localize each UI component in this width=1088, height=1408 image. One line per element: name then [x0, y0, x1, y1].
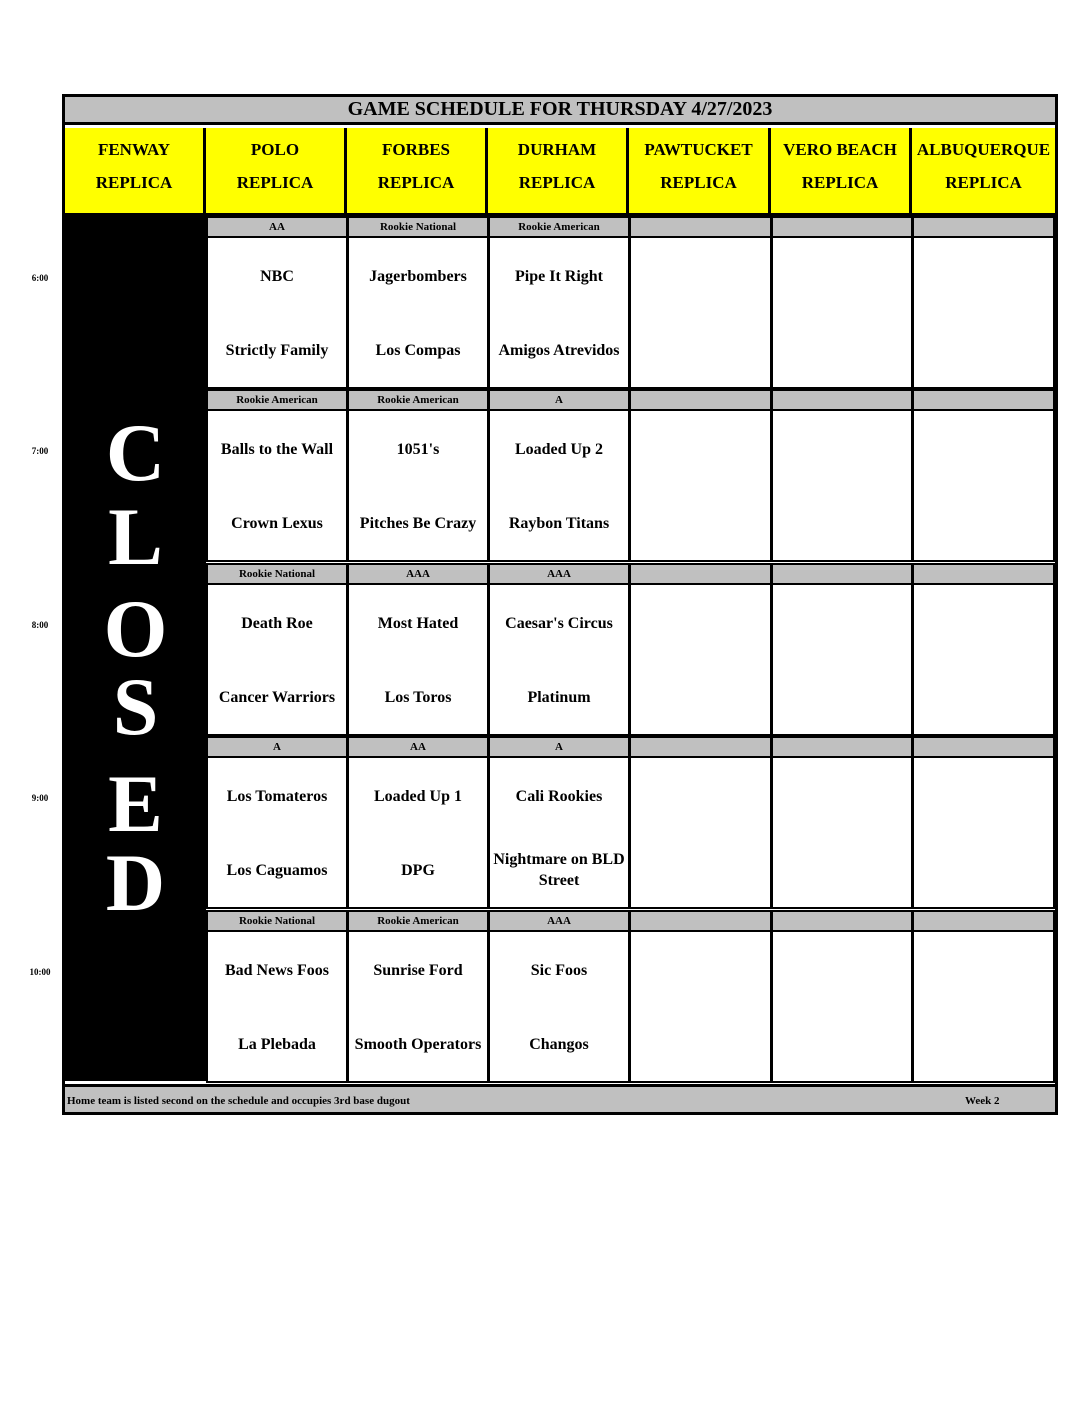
division-label: A — [488, 389, 630, 411]
empty-cell — [629, 756, 772, 909]
empty-cell — [912, 930, 1055, 1083]
division-label — [912, 910, 1055, 932]
away-team: Jagerbombers — [369, 267, 467, 285]
home-team: Pitches Be Crazy — [359, 514, 477, 532]
home-team: Strictly Family — [225, 341, 329, 359]
division-label — [912, 563, 1055, 585]
division-label — [629, 389, 772, 411]
empty-cell — [771, 236, 913, 389]
field-name: FENWAY — [97, 140, 171, 159]
division-label — [629, 563, 772, 585]
home-team: DPG — [401, 861, 435, 879]
home-team: Amigos Atrevidos — [498, 341, 620, 359]
empty-cell — [771, 930, 913, 1083]
closed-letter: E — [108, 758, 163, 849]
field-name: DURHAM — [517, 140, 597, 159]
schedule-footer — [65, 1084, 1055, 1112]
division-label — [912, 389, 1055, 411]
empty-cell — [629, 583, 772, 736]
division-label: Rookie American — [488, 216, 630, 238]
home-team: Smooth Operators — [354, 1035, 482, 1053]
division-label: AA — [206, 216, 348, 238]
home-team: Raybon Titans — [508, 514, 610, 532]
home-team: La Plebada — [238, 1035, 316, 1053]
away-team: Most Hated — [377, 614, 459, 632]
field-subtitle: REPLICA — [801, 173, 879, 192]
empty-cell — [912, 583, 1055, 736]
home-team: Crown Lexus — [231, 514, 323, 532]
away-team: Los Tomateros — [226, 787, 328, 805]
division-label — [771, 389, 913, 411]
time-label: 10:00 — [29, 967, 51, 977]
field-header — [65, 128, 206, 216]
division-label: Rookie National — [206, 910, 348, 932]
away-team: Cali Rookies — [515, 787, 603, 805]
closed-letter: C — [105, 407, 166, 498]
division-label: AAA — [488, 910, 630, 932]
home-team: Platinum — [527, 688, 591, 706]
field-subtitle: REPLICA — [95, 173, 173, 192]
division-label: Rookie American — [206, 389, 348, 411]
schedule-title: GAME SCHEDULE FOR THURSDAY 4/27/2023 — [65, 97, 1055, 125]
empty-cell — [629, 930, 772, 1083]
field-name: POLO — [250, 140, 300, 159]
home-team: Cancer Warriors — [218, 688, 336, 706]
empty-cell — [771, 756, 913, 909]
field-name: FORBES — [381, 140, 451, 159]
away-team: Balls to the Wall — [220, 440, 334, 458]
division-label — [771, 910, 913, 932]
division-label — [629, 216, 772, 238]
away-team: Pipe It Right — [515, 267, 603, 285]
field-header — [206, 128, 347, 216]
field-subtitle: REPLICA — [377, 173, 455, 192]
division-label — [771, 216, 913, 238]
home-team: Los Toros — [384, 688, 452, 706]
away-team: Loaded Up 1 — [373, 787, 463, 805]
away-team: Caesar's Circus — [505, 614, 613, 632]
time-label: 7:00 — [31, 446, 49, 456]
field-subtitle: REPLICA — [518, 173, 596, 192]
field-header — [629, 128, 771, 216]
field-header — [912, 128, 1055, 216]
empty-cell — [629, 409, 772, 562]
division-label: Rookie National — [206, 563, 348, 585]
away-team: Death Roe — [241, 614, 313, 632]
division-label: Rookie American — [347, 910, 489, 932]
empty-cell — [912, 409, 1055, 562]
division-label — [629, 910, 772, 932]
empty-cell — [629, 236, 772, 389]
division-label: A — [206, 736, 348, 758]
time-label: 8:00 — [31, 620, 49, 630]
away-team: 1051's — [396, 440, 440, 458]
home-team: Nightmare on BLD Street — [493, 851, 625, 889]
division-label — [912, 216, 1055, 238]
field-subtitle: REPLICA — [660, 173, 737, 192]
field-name: VERO BEACH — [783, 140, 897, 159]
away-team: Sunrise Ford — [373, 961, 463, 979]
week-label: Week 2 — [965, 1095, 1000, 1107]
field-header — [488, 128, 629, 216]
division-label: AA — [347, 736, 489, 758]
empty-cell — [912, 236, 1055, 389]
away-team: Sic Foos — [530, 961, 588, 979]
home-team-note: Home team is listed second on the schedule and occupies 3rd base dugout — [67, 1095, 410, 1107]
field-subtitle: REPLICA — [945, 173, 1022, 192]
field-subtitle: REPLICA — [236, 173, 314, 192]
home-team: Los Caguamos — [226, 861, 328, 879]
division-label: AAA — [347, 563, 489, 585]
away-team: Loaded Up 2 — [514, 440, 604, 458]
division-label — [771, 736, 913, 758]
empty-cell — [771, 583, 913, 736]
division-label: A — [488, 736, 630, 758]
closed-letter: L — [108, 491, 163, 582]
away-team: NBC — [260, 267, 294, 285]
home-team: Changos — [529, 1035, 589, 1053]
division-label: Rookie American — [347, 389, 489, 411]
division-label — [771, 563, 913, 585]
division-label — [912, 736, 1055, 758]
division-label: Rookie National — [347, 216, 489, 238]
home-team: Los Compas — [375, 341, 461, 359]
division-label — [629, 736, 772, 758]
field-header — [771, 128, 912, 216]
closed-letter: D — [105, 837, 166, 928]
field-header — [347, 128, 488, 216]
field-name: ALBUQUERQUE — [916, 140, 1051, 159]
empty-cell — [771, 409, 913, 562]
time-label: 6:00 — [31, 273, 49, 283]
field-name: PAWTUCKET — [644, 140, 753, 159]
closed-letter: S — [112, 661, 159, 752]
away-team: Bad News Foos — [224, 961, 329, 979]
closed-letter: O — [103, 583, 168, 674]
division-label: AAA — [488, 563, 630, 585]
time-label: 9:00 — [31, 793, 49, 803]
empty-cell — [912, 756, 1055, 909]
